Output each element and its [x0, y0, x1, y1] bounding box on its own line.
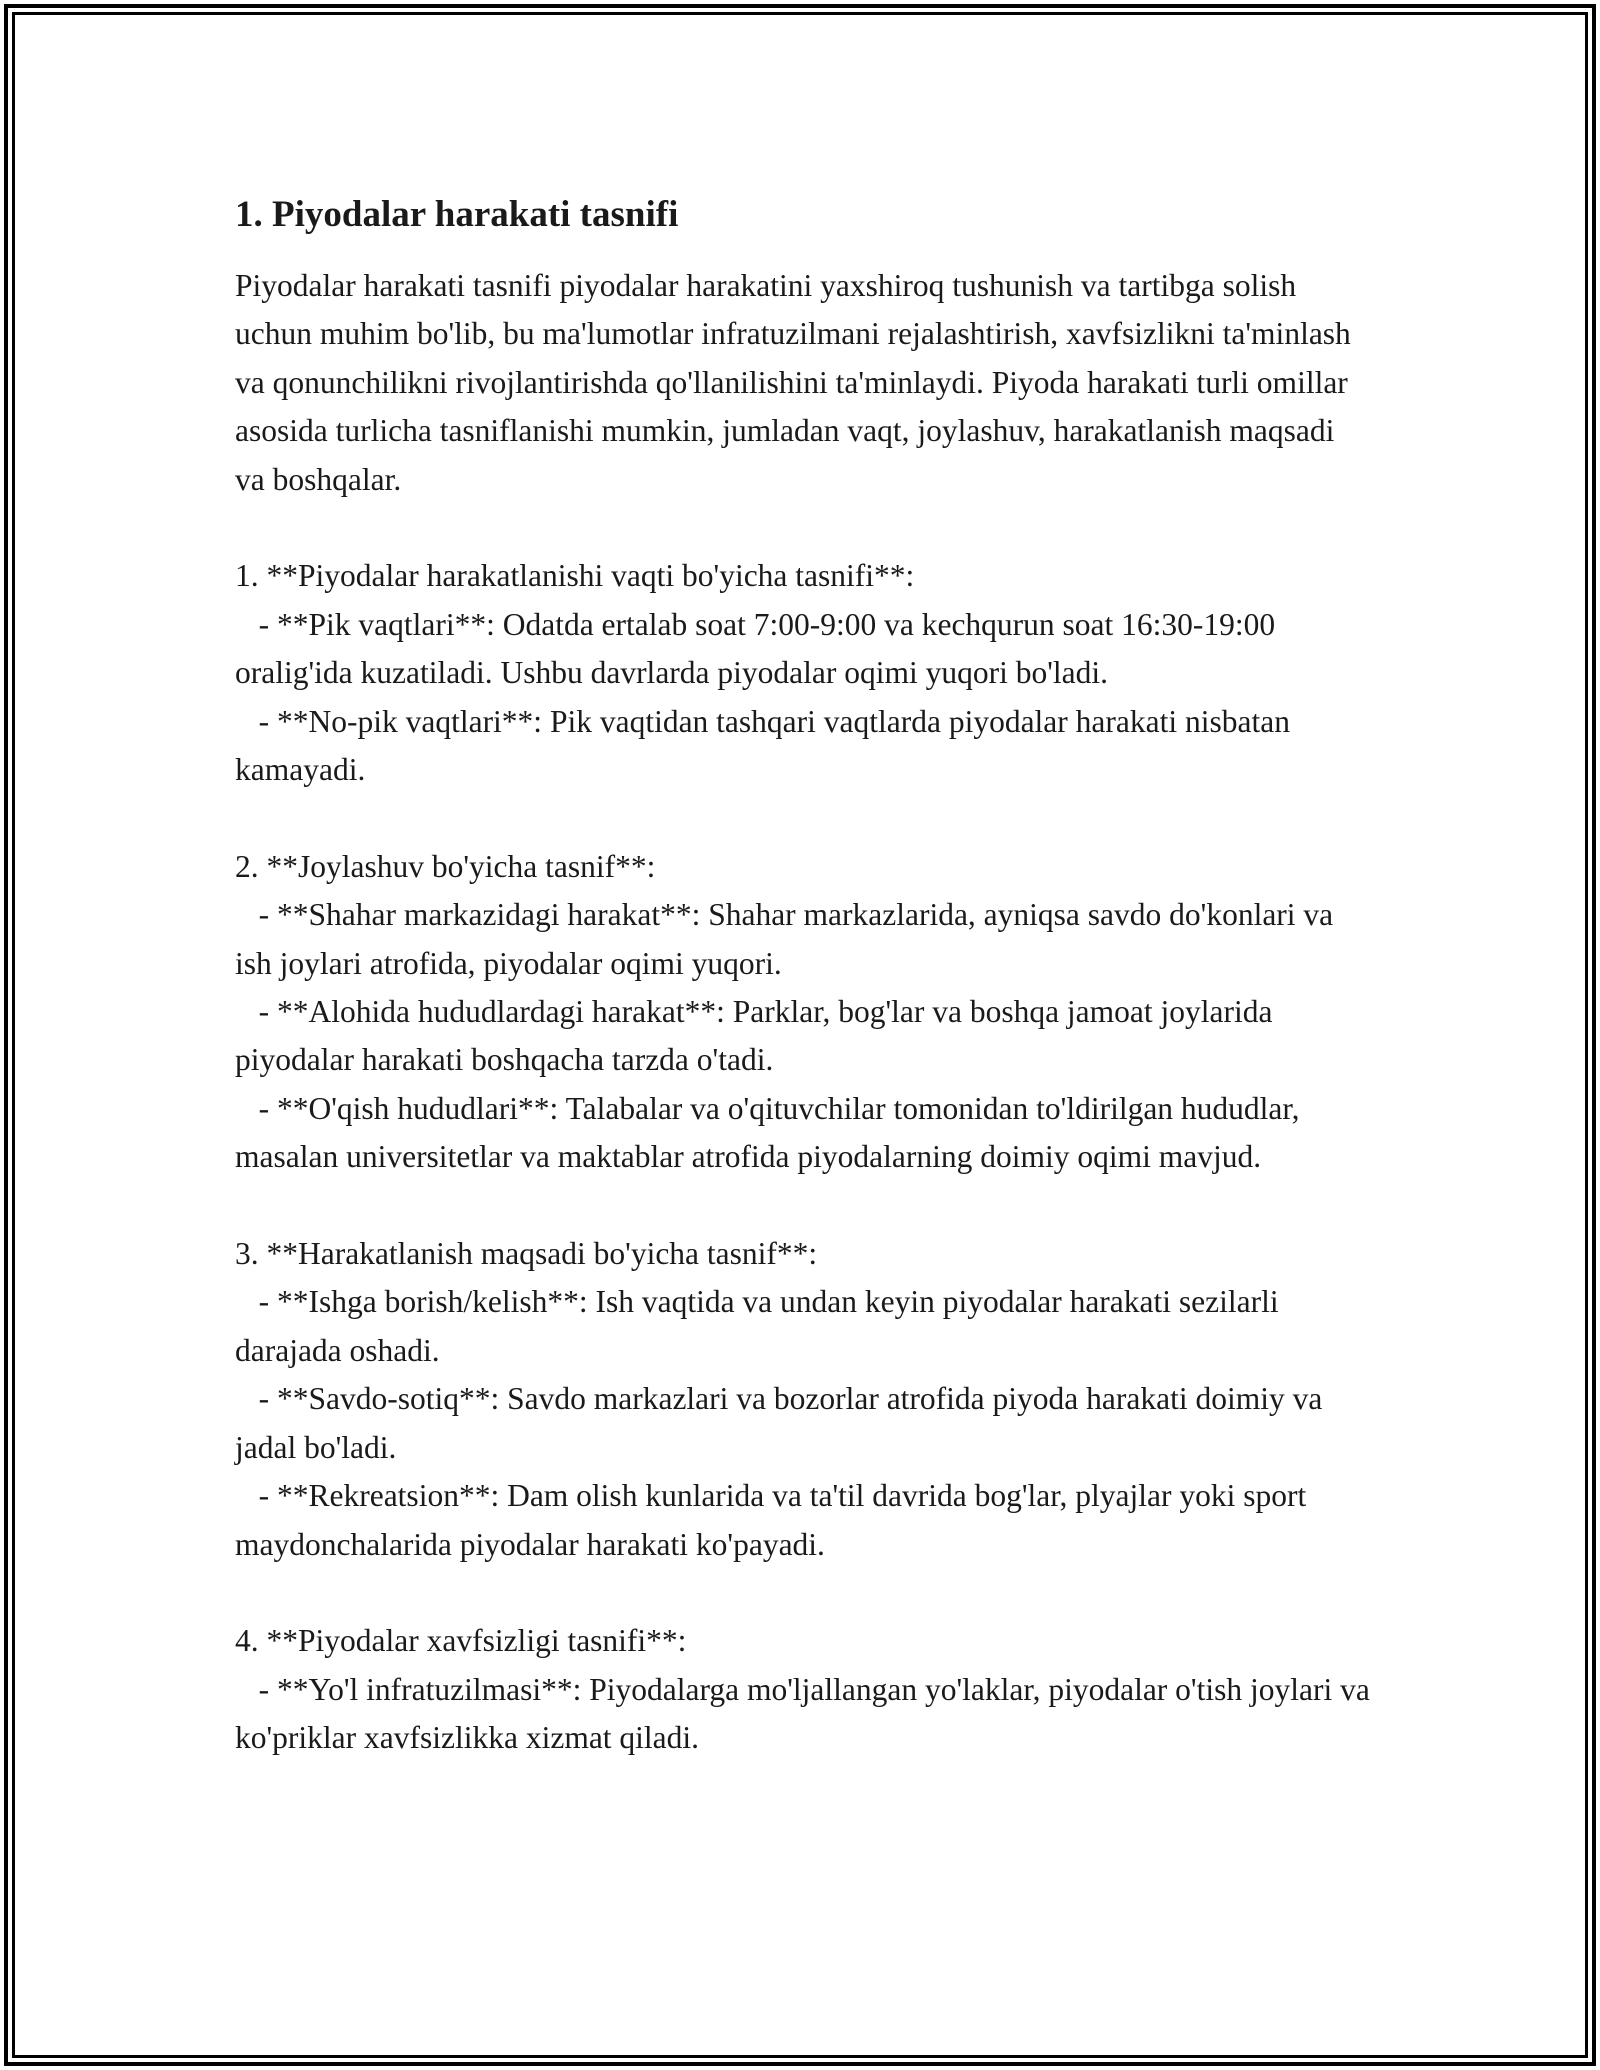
- section-spacer: [235, 504, 1370, 552]
- list-item: - **Yo'l infratuzilmasi**: Piyodalarga mo'ljallangan yo'laklar, piyodalar o'tish joylari va ko'priklar xavfsizlikka xizmat qiladi.: [235, 1671, 1378, 1756]
- list-item: - **Pik vaqtlari**: Odatda ertalab soat 7:00-9:00 va kechqurun soat 16:30-19:00 oralig'ida kuzatiladi. Ushbu davrlarda piyodalar oqimi yuqori bo'ladi.: [235, 606, 1284, 691]
- list-item: - **Savdo-sotiq**: Savdo markazlari va bozorlar atrofida piyoda harakati doimiy va jadal bo'ladi.: [235, 1381, 1331, 1465]
- section-spacer: [235, 1182, 1370, 1230]
- list-item: - **Alohida hududlardagi harakat**: Parklar, bog'lar va boshqa jamoat joylarida piyodalar harakati boshqacha tarzda o'tadi.: [235, 994, 1281, 1078]
- section-title: 2. **Joylashuv bo'yicha tasnif**:: [235, 848, 656, 884]
- section-location: [235, 843, 1370, 1182]
- section-spacer: [235, 794, 1370, 842]
- section-title: 3. **Harakatlanish maqsadi bo'yicha tasnif**:: [235, 1236, 818, 1272]
- list-item: - **Rekreatsion**: Dam olish kunlarida va ta'til davrida bog'lar, plyajlar yoki sport maydonchalarida piyodalar harakati ko'payadi.: [235, 1478, 1315, 1562]
- section-title: 4. **Piyodalar xavfsizligi tasnifi**:: [235, 1623, 687, 1659]
- intro-paragraph: Piyodalar harakati tasnifi piyodalar harakatini yaxshiroq tushunish va tartibga solish uchun muhim bo'lib, bu ma'lumotlar infratuzilmani rejalashtirish, xavfsizlikni ta'minlash va qonunchilikni rivojlantirishda qo'llanilishini ta'minlaydi. Piyoda harakati turli omillar asosida turlicha tasniflanishi mumkin, jumladan vaqt, joylashuv, harakatlanish maqsadi va boshqalar.: [235, 268, 1351, 497]
- list-item: - **No-pik vaqtlari**: Pik vaqtidan tashqari vaqtlarda piyodalar harakati nisbatan kamayadi.: [235, 703, 1298, 788]
- list-item: - **Shahar markazidagi harakat**: Shahar markazlarida, ayniqsa savdo do'konlari va ish joylari atrofida, piyodalar oqimi yuqori.: [235, 897, 1342, 981]
- section-title: 1. **Piyodalar harakatlanishi vaqti bo'yicha tasnifi**:: [235, 558, 915, 594]
- document-body: [235, 190, 1378, 1763]
- section-safety: [235, 1617, 1378, 1762]
- list-item: - **Ishga borish/kelish**: Ish vaqtida va undan keyin piyodalar harakati sezilarli darajada oshadi.: [235, 1284, 1287, 1368]
- section-time: [235, 552, 1370, 794]
- section-spacer: [235, 1569, 1370, 1617]
- document-heading: 1. Piyodalar harakati tasnifi: [235, 194, 679, 235]
- list-item: - **O'qish hududlari**: Talabalar va o'qituvchilar tomonidan to'ldirilgan hududlar, masalan universitetlar va maktablar atrofida piyodalarning doimiy oqimi mavjud.: [235, 1090, 1308, 1175]
- section-purpose: [235, 1230, 1370, 1569]
